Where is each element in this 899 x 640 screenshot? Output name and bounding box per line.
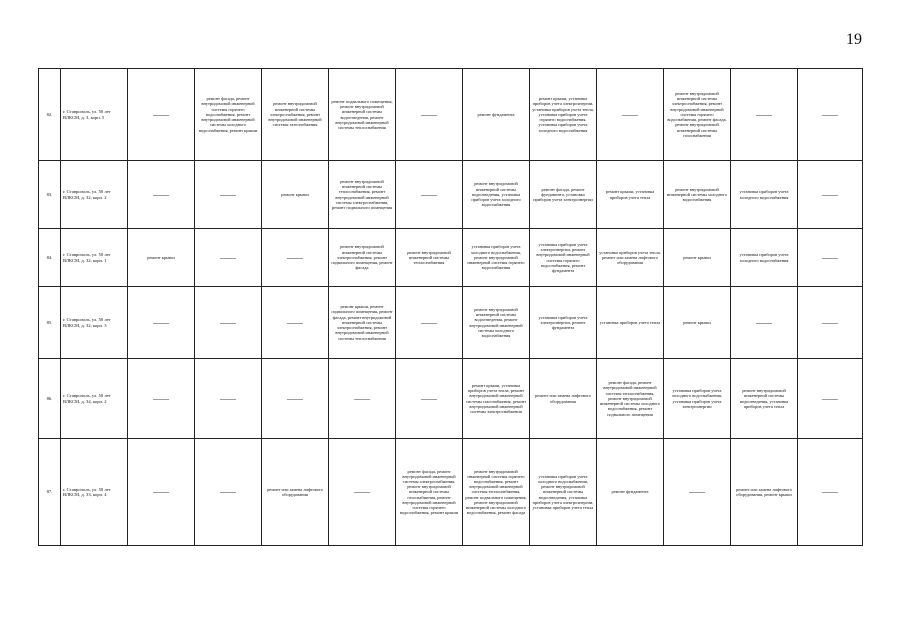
address-cell: г. Ставрополь, ул. 50 лет ВЛКСМ, д. 32, корп. 1 — [61, 229, 128, 287]
table-cell: ремонт фасада, ремонт внутридомовой инженерной системы теплоснабжения, ремонт внутридомовой инженерной системы холодного водоснабжения, ремонт подвального помещения — [597, 359, 664, 439]
table-cell: —— — [128, 359, 195, 439]
table-cell: установка приборов учета электроэнергии, ремонт внутридомовой инженерной системы горячего водоснабжения, ремонт фундамента — [530, 229, 597, 287]
table-cell: —— — [329, 439, 396, 546]
table-cell: —— — [396, 69, 463, 161]
table-cell: —— — [396, 359, 463, 439]
address-cell: г. Ставрополь, ул. 50 лет ВЛКСМ, д. 3, корп. 5 — [61, 69, 128, 161]
table-cell: —— — [262, 359, 329, 439]
table-cell: ремонт фасада, ремонт фундамента, установка приборов учета электроэнергии — [530, 161, 597, 229]
table-cell: ремонт крыши, установка приборов учета электроэнергии, установка приборов учета тепла, установка приборов учета горячего водоснабжения, установка приборов учета холодного водоснабжения — [530, 69, 597, 161]
table-cell: ремонт фасада, ремонт внутридомовой инженерной системы горячего водоснабжения, ремонт внутридомовой инженерной системы холодного водоснабжения, ремонт крыши — [195, 69, 262, 161]
table-cell: —— — [798, 359, 863, 439]
table-cell: ремонт или замена лифтового оборудования, ремонт крыши — [731, 439, 798, 546]
table-row — [39, 287, 863, 359]
table-cell: ремонт фундамента — [597, 439, 664, 546]
table-cell: —— — [396, 161, 463, 229]
address-cell: г. Ставрополь, ул. 50 лет ВЛКСМ, д. 33, корп. 4 — [61, 439, 128, 546]
row-number-cell: 82. — [39, 69, 61, 161]
table-cell: ремонт или замена лифтового оборудования — [530, 359, 597, 439]
table-cell: ремонт крыши, установка приборов учета тепла, ремонт внутридомовой инженерной системы газоснабжения, ремонт внутридомовой инженерной системы электроснабжения — [463, 359, 530, 439]
row-number-cell: 85. — [39, 287, 61, 359]
table-cell: —— — [195, 439, 262, 546]
table-cell: —— — [128, 69, 195, 161]
table-cell: —— — [597, 69, 664, 161]
table-cell: —— — [195, 287, 262, 359]
table-cell: установка приборов учета холодного водоснабжения — [731, 229, 798, 287]
table-cell: установка приборов учета холодного водоснабжения, установка приборов учета электроэнергии — [664, 359, 731, 439]
table-cell: —— — [128, 287, 195, 359]
table-cell: —— — [262, 287, 329, 359]
table-cell: ремонт внутридомовой инженерной системы горячего водоснабжения, ремонт внутридомовой инженерной системы теплоснабжения, ремонт подвального помещения, ремонт внутридомовой инженерной системы холодного водоснабжения, ремонт фасада — [463, 439, 530, 546]
table-row — [39, 229, 863, 287]
table-row — [39, 161, 863, 229]
address-cell: г. Ставрополь, ул. 50 лет ВЛКСМ, д. 34, корп. 2 — [61, 359, 128, 439]
table-cell: —— — [396, 287, 463, 359]
table-cell: ремонт внутридомовой инженерной системы водоотведения, ремонт внутридомовой инженерной системы холодного водоснабжения — [463, 287, 530, 359]
table-cell: ремонт крыши — [664, 229, 731, 287]
row-number-cell: 83. — [39, 161, 61, 229]
table-cell: ремонт внутридомовой инженерной системы теплоснабжения, ремонт внутридомовой инженерной системы электроснабжения, ремонт подвального помещения — [329, 161, 396, 229]
row-number-cell: 86. — [39, 359, 61, 439]
table-cell: —— — [195, 229, 262, 287]
table-cell: ремонт внутридомовой инженерной системы электроснабжения, ремонт внутридомовой инженерной системы горячего водоснабжения, ремонт фасада, ремонт внутридомовой инженерной системы газоснабжения — [664, 69, 731, 161]
table-cell: ремонт крыши, ремонт подвального помещения, ремонт фасада, ремонт внутридомовой инженерной системы электроснабжения, ремонт внутридомовой инженерной системы теплоснабжения — [329, 287, 396, 359]
table-cell: ремонт фундамента — [463, 69, 530, 161]
table-cell: ремонт крыши — [664, 287, 731, 359]
table-cell: —— — [731, 69, 798, 161]
table-cell: ремонт внутридомовой инженерной системы электроснабжения, ремонт внутридомовой инженерной системы газоснабжения — [262, 69, 329, 161]
table-cell: ремонт внутридомовой инженерной системы электроснабжения, ремонт подвального помещения, ремонт фасада — [329, 229, 396, 287]
table-row — [39, 359, 863, 439]
table-cell: —— — [128, 161, 195, 229]
table-cell: —— — [798, 161, 863, 229]
table-row — [39, 69, 863, 161]
address-cell: г. Ставрополь, ул. 50 лет ВЛКСМ, д. 32, корп. 3 — [61, 287, 128, 359]
table-cell: ремонт внутридомовой инженерной системы холодного водоснабжения — [664, 161, 731, 229]
table-cell: —— — [262, 229, 329, 287]
table-cell: ремонт внутридомовой инженерной системы водоотведения, установка приборов учета тепла — [731, 359, 798, 439]
table-cell: —— — [195, 359, 262, 439]
table-cell: —— — [664, 439, 731, 546]
table-cell: ремонт подвального помещения, ремонт внутридомовой инженерной системы водоотведения, ремонт внутридомовой инженерной системы теплоснабжения — [329, 69, 396, 161]
table-cell: ремонт крыши — [262, 161, 329, 229]
row-number-cell: 87. — [39, 439, 61, 546]
table-cell: —— — [329, 359, 396, 439]
table-row — [39, 439, 863, 546]
table-cell: установка приборов учета холодного водоснабжения, ремонт внутридомовой инженерной системы горячего водоснабжения — [463, 229, 530, 287]
table-cell: —— — [798, 287, 863, 359]
table-cell: ремонт внутридомовой инженерной системы теплоснабжения — [396, 229, 463, 287]
table-cell: —— — [731, 287, 798, 359]
table-cell: —— — [798, 69, 863, 161]
table-cell: ремонт или замена лифтового оборудования — [262, 439, 329, 546]
table-cell: установка приборов учета холодного водоснабжения, ремонт внутридомовой инженерной системы водоотведения, установка приборов учета электроэнергии, установка приборов учета тепла — [530, 439, 597, 546]
table-body — [39, 69, 863, 546]
table-cell: установка приборов учета тепла, ремонт или замена лифтового оборудования — [597, 229, 664, 287]
page-number: 19 — [846, 31, 862, 48]
row-number-cell: 84. — [39, 229, 61, 287]
table-cell: —— — [128, 439, 195, 546]
table-cell: —— — [195, 161, 262, 229]
table-cell: установка приборов учета холодного водоснабжения — [731, 161, 798, 229]
repair-schedule-table — [38, 68, 863, 546]
address-cell: г. Ставрополь, ул. 50 лет ВЛКСМ, д. 32, корп. 2 — [61, 161, 128, 229]
table-cell: —— — [798, 439, 863, 546]
table-cell: ремонт внутридомовой инженерной системы водоотведения, установка приборов учета холодного водоснабжения — [463, 161, 530, 229]
table-cell: ремонт фасада, ремонт внутридомовой инженерной системы электроснабжения, ремонт внутридомовой инженерной системы газоснабжения, ремонт внутридомовой инженерной системы горячего водоснабжения, ремонт крыши — [396, 439, 463, 546]
table-cell: ремонт крыши — [128, 229, 195, 287]
table-cell: ремонт крыши, установка приборов учета тепла — [597, 161, 664, 229]
table-cell: установка приборов учета электроэнергии, ремонт фундамента — [530, 287, 597, 359]
table-cell: установка приборов учета тепла — [597, 287, 664, 359]
table-cell: —— — [798, 229, 863, 287]
